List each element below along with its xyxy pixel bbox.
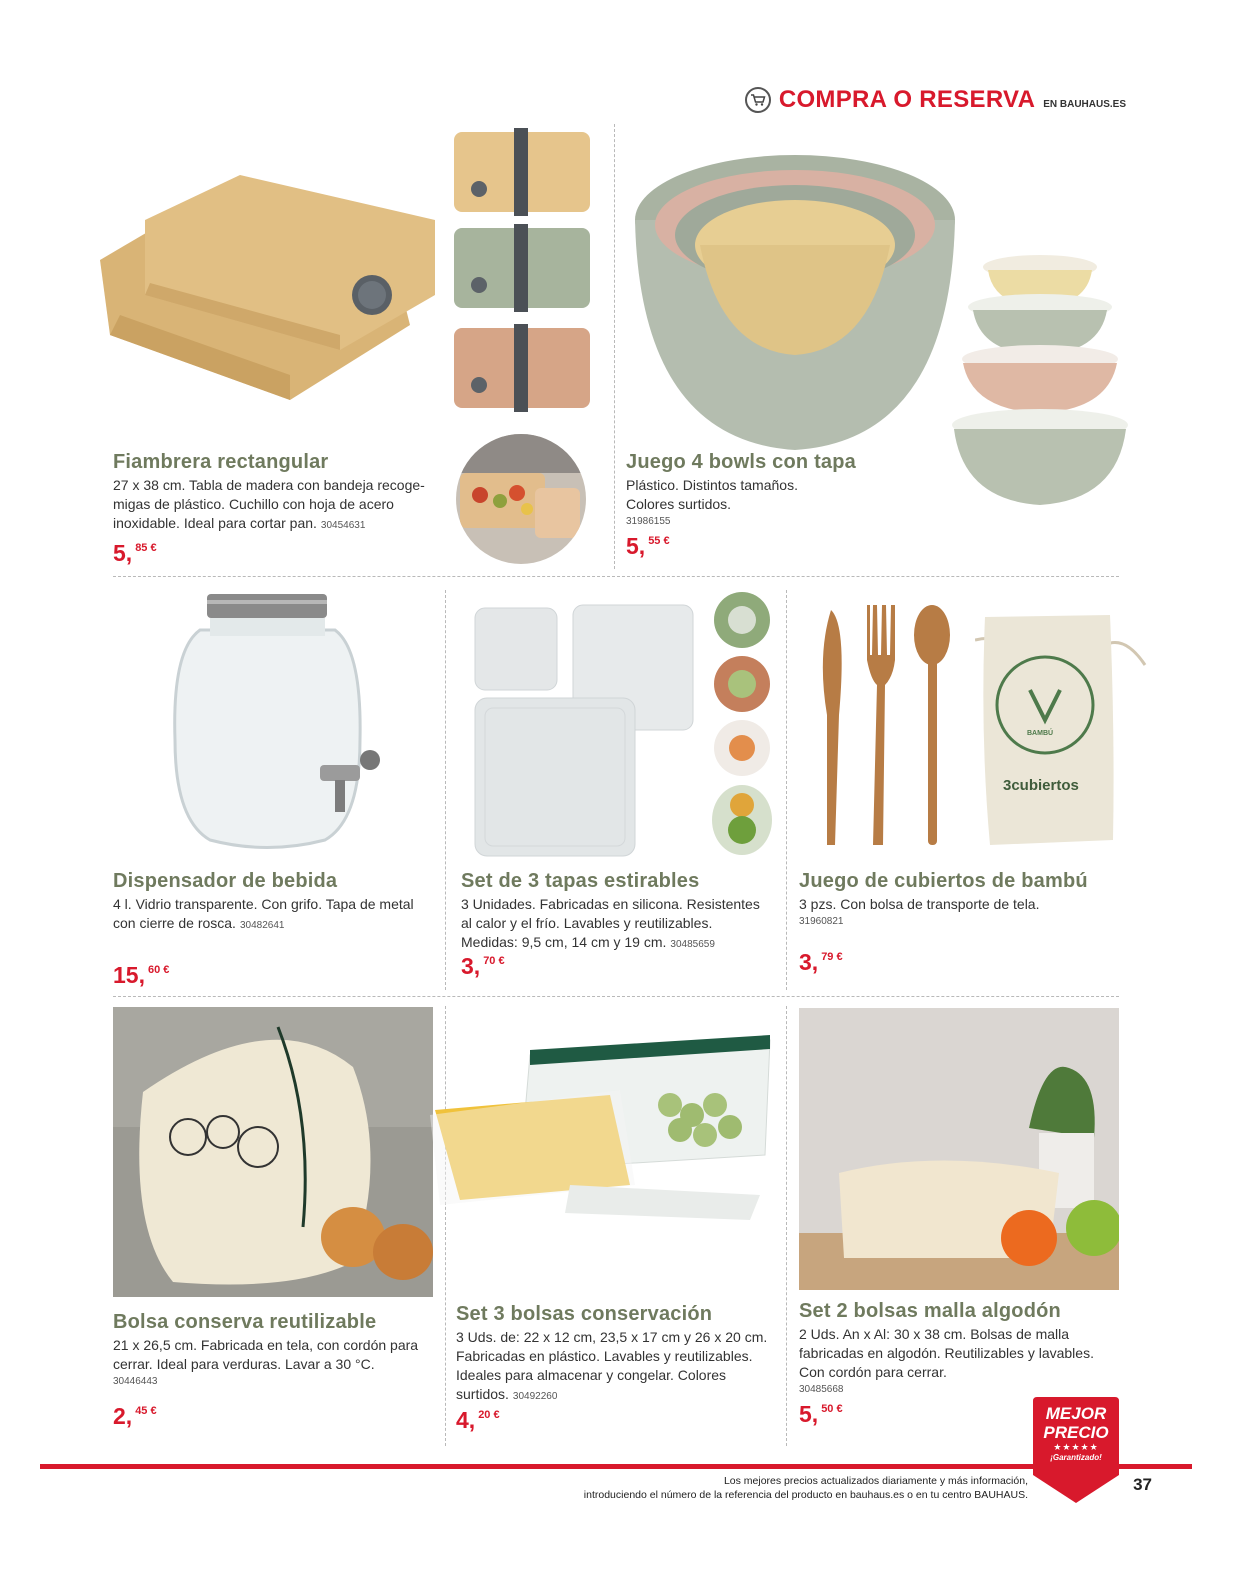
product-ref: 30485659 [670, 939, 715, 950]
product-description: 3 Uds. de: 22 x 12 cm, 23,5 x 17 cm y 26 x 20 cm. Fabricadas en plástico. Lavables y reutilizables. Ideales para almacenar y congelar. Colores surtidos. 30492260 [456, 1329, 768, 1402]
header-title[interactable]: COMPRA O RESERVA [778, 86, 1036, 113]
product-description: 21 x 26,5 cm. Fabricada en tela, con cordón para cerrar. Ideal para verduras. Lavar a 30 °C. [113, 1337, 419, 1372]
lunchbox-colors-image [452, 128, 594, 413]
badge-line3: ¡Garantizado! [1050, 1453, 1102, 1462]
header [745, 86, 1126, 114]
cutlery-bag-brand: BAMBÚ [1027, 730, 1054, 737]
silicone-lids-image [470, 603, 695, 858]
separator [614, 124, 615, 569]
produce-bag-image [113, 1007, 433, 1297]
product-cubiertos [799, 870, 1119, 974]
product-description: Plástico. Distintos tamaños. Colores surtidos. [626, 477, 798, 512]
footer-note [584, 1474, 1028, 1502]
product-title[interactable]: Dispensador de bebida [113, 870, 338, 892]
badge-stars-icon: ★★★★★ [1053, 1442, 1099, 1452]
product-title[interactable]: Juego 4 bowls con tapa [626, 451, 856, 473]
product-title[interactable]: Set de 3 tapas estirables [461, 870, 700, 892]
product-ref: 30454631 [320, 520, 366, 531]
product-fiambrera [113, 451, 433, 565]
product-ref: 31960821 [799, 916, 844, 927]
header-site[interactable]: EN BAUHAUS.ES [1043, 99, 1126, 110]
product-description: 27 x 38 cm. Tabla de madera con bandeja recoge-migas de plástico. Cuchillo con hoja de acero inoxidable. Ideal para cortar pan. 30454631 [113, 477, 425, 531]
product-dispensador [113, 870, 435, 987]
separator [786, 1006, 787, 1446]
product-description: 2 Uds. An x Al: 30 x 38 cm. Bolsas de malla fabricadas en algodón. Reutilizables y lavables. Con cordón para cerrar. [799, 1326, 1094, 1380]
product-tapas [461, 870, 771, 978]
product-description: 3 pzs. Con bolsa de transporte de tela. [799, 896, 1040, 912]
footer-line1: Los mejores precios actualizados diariamente y más información, [723, 1475, 1028, 1487]
product-bolsas-conservacion [456, 1303, 776, 1432]
product-ref: 30446443 [113, 1376, 158, 1387]
product-price: 5 , 55 € [626, 533, 670, 559]
product-title[interactable]: Fiambrera rectangular [113, 451, 329, 473]
product-title[interactable]: Set 3 bolsas conservación [456, 1303, 713, 1325]
product-price: 4 , 20 € [456, 1407, 500, 1433]
drink-dispenser-image [170, 590, 390, 855]
product-price: 15 , 60 € [113, 962, 170, 988]
silicone-lids-uses-image [710, 590, 775, 860]
product-title[interactable]: Bolsa conserva reutilizable [113, 1311, 377, 1333]
lidded-bowls-image [948, 255, 1133, 510]
product-bolsa-conserva [113, 1311, 435, 1428]
product-description: 3 Unidades. Fabricadas en silicona. Resistentes al calor y el frío. Lavables y reutilizables. Medidas: 9,5 cm, 14 cm y 19 cm. 30485659 [461, 896, 760, 950]
product-price: 5 , 85 € [113, 540, 157, 566]
page-number: 37 [1133, 1475, 1152, 1494]
separator [786, 590, 787, 990]
product-ref: 31986155 [626, 516, 671, 527]
cutlery-bag-image [975, 605, 1150, 850]
badge-line2: PRECIO [1043, 1423, 1109, 1442]
lunchbox-image [90, 175, 450, 410]
product-price: 2 , 45 € [113, 1403, 157, 1429]
lunchbox-food-image [455, 433, 587, 565]
product-bowls [626, 451, 936, 558]
footer-divider [40, 1464, 1192, 1469]
separator [113, 996, 1119, 997]
product-title[interactable]: Juego de cubiertos de bambú [799, 870, 1088, 892]
product-title[interactable]: Set 2 bolsas malla algodón [799, 1300, 1061, 1322]
product-ref: 30482641 [239, 920, 285, 931]
product-price: 5 , 50 € [799, 1401, 843, 1427]
mesh-bags-image [799, 1008, 1119, 1290]
product-price: 3 , 79 € [799, 949, 843, 975]
separator [445, 590, 446, 990]
bamboo-cutlery-image [815, 605, 965, 850]
product-ref: 30492260 [512, 1391, 558, 1402]
best-price-badge-text [1033, 1404, 1119, 1463]
product-description: 4 l. Vidrio transparente. Con grifo. Tapa de metal con cierre de rosca. 30482641 [113, 896, 414, 931]
bowls-image [630, 150, 960, 455]
separator [113, 576, 1119, 577]
cart-icon[interactable] [745, 87, 771, 113]
storage-bags-image [430, 1035, 785, 1220]
badge-line1: MEJOR [1045, 1404, 1107, 1423]
footer-line2: introduciendo el número de la referencia del producto en bauhaus.es o en tu centro BAUHAUS. [583, 1489, 1028, 1501]
cutlery-bag-label: 3cubiertos [1003, 777, 1079, 794]
product-ref: 30485668 [799, 1384, 844, 1395]
product-price: 3 , 70 € [461, 953, 505, 979]
